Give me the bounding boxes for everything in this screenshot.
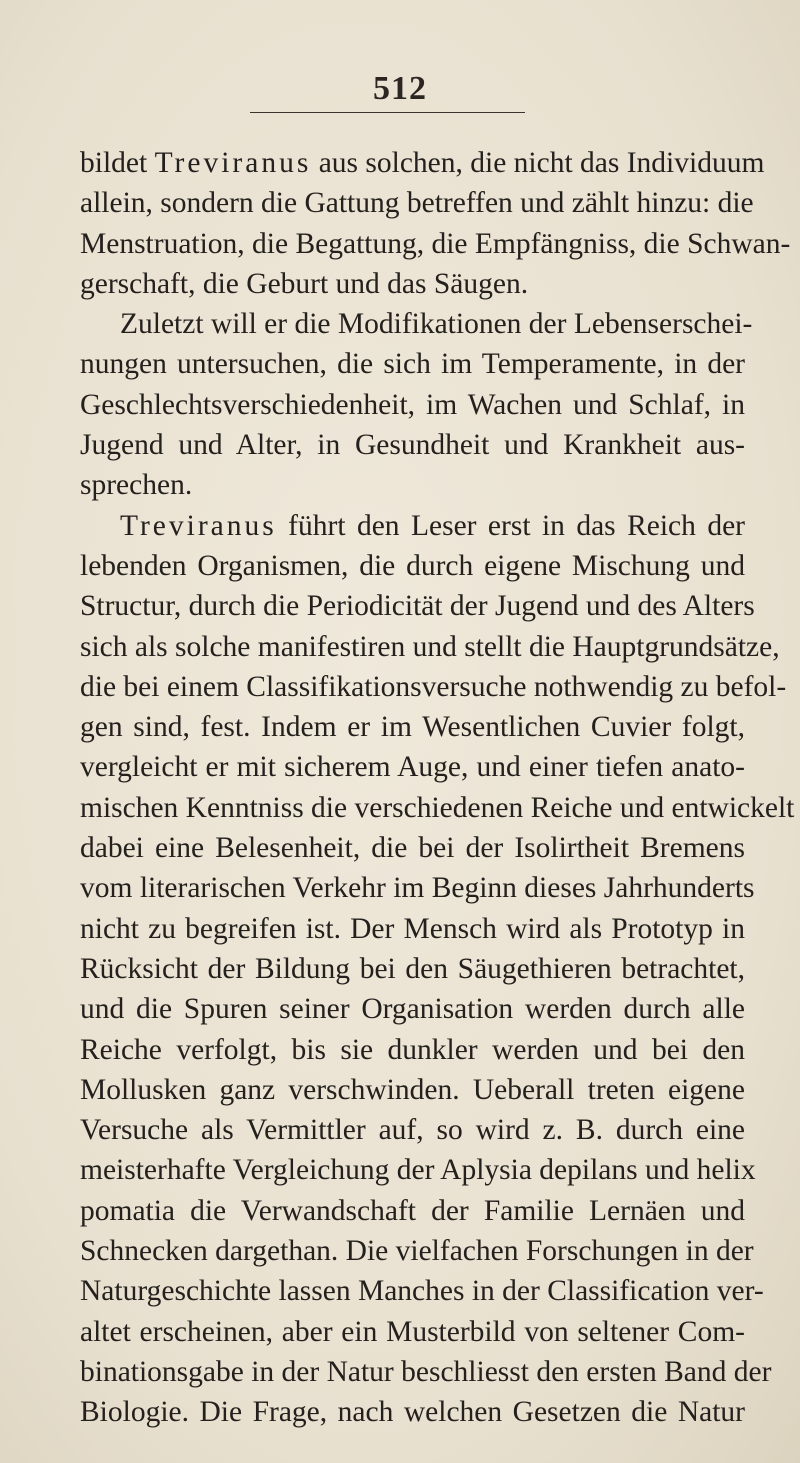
text-line-1: bildet Treviranus aus solchen, die nicht das Individuum — [80, 147, 765, 179]
text-line-26: meisterhafte Vergleichung der Aplysia depilans und helix — [80, 1154, 756, 1187]
body-text — [80, 143, 795, 1433]
text-line-31: binationsgabe in der Natur beschliesst den ersten Band der — [80, 1355, 772, 1388]
author-name-spaced: Treviranus — [154, 147, 312, 179]
author-name-spaced: Treviranus — [120, 509, 277, 542]
text-line-18: dabei eine Belesenheit, die bei der Isolirtheit Bremens — [80, 832, 745, 865]
text-line-16: vergleicht er mit sicherem Auge, und einer tiefen anato- — [80, 751, 745, 784]
text-line-25: Versuche als Vermittler auf, so wird z. B. durch eine — [80, 1114, 745, 1147]
text-line-21: Rücksicht der Bildung bei den Säugethieren betrachtet, — [80, 952, 745, 985]
text-line-22: und die Spuren seiner Organisation werden durch alle — [80, 993, 745, 1026]
text-line-6: nungen untersuchen, die sich im Temperamente, in der — [80, 348, 745, 381]
text-line-3: Menstruation, die Begattung, die Empfängniss, die Schwan- — [80, 227, 791, 260]
text-line-8: Jugend und Alter, in Gesundheit und Krankheit aus- — [80, 429, 745, 462]
text-line-23: Reiche verfolgt, bis sie dunkler werden und bei den — [80, 1033, 745, 1066]
text-line-2: allein, sondern die Gattung betreffen und zählt hinzu: die — [80, 187, 754, 220]
text-line-32: Biologie. Die Frage, nach welchen Gesetzen die Natur — [80, 1396, 745, 1429]
header-rule — [250, 112, 525, 113]
text-line-12: Structur, durch die Periodicität der Jugend und des Alters — [80, 590, 755, 623]
text-line-14: die bei einem Classifikationsversuche nothwendig zu befol- — [80, 670, 787, 703]
text-line-13: sich als solche manifestiren und stellt die Hauptgrundsätze, — [80, 630, 780, 663]
text-line-29: Naturgeschichte lassen Manches in der Classification ver- — [80, 1275, 764, 1308]
text-line-19: vom literarischen Verkehr im Beginn dieses Jahrhunderts — [80, 872, 755, 905]
text-line-9: sprechen. — [80, 469, 193, 502]
text-line-30: altet erscheinen, aber ein Musterbild von seltener Com- — [80, 1315, 745, 1348]
text-line-7: Geschlechtsverschiedenheit, im Wachen und Schlaf, in — [80, 388, 745, 421]
text-line-10: Treviranus führt den Leser erst in das Reich der — [120, 509, 745, 542]
text-line-28: Schnecken dargethan. Die vielfachen Forschungen in der — [80, 1235, 754, 1268]
page-number: 512 — [373, 70, 427, 107]
text-line-17: mischen Kenntniss die verschiedenen Reiche und entwickelt — [80, 791, 795, 824]
text-line-27: pomatia die Verwandschaft der Familie Lernäen und — [80, 1194, 745, 1227]
text-line-15: gen sind, fest. Indem er im Wesentlichen Cuvier folgt, — [80, 711, 745, 744]
text-line-20: nicht zu begreifen ist. Der Mensch wird als Prototyp in — [80, 912, 745, 945]
text-line-11: lebenden Organismen, die durch eigene Mischung und — [80, 549, 745, 582]
text-line-24: Mollusken ganz verschwinden. Ueberall treten eigene — [80, 1073, 745, 1106]
text-line-5: Zuletzt will er die Modifikationen der Lebenserschei- — [120, 308, 753, 341]
text-line-4: gerschaft, die Geburt und das Säugen. — [80, 267, 529, 300]
